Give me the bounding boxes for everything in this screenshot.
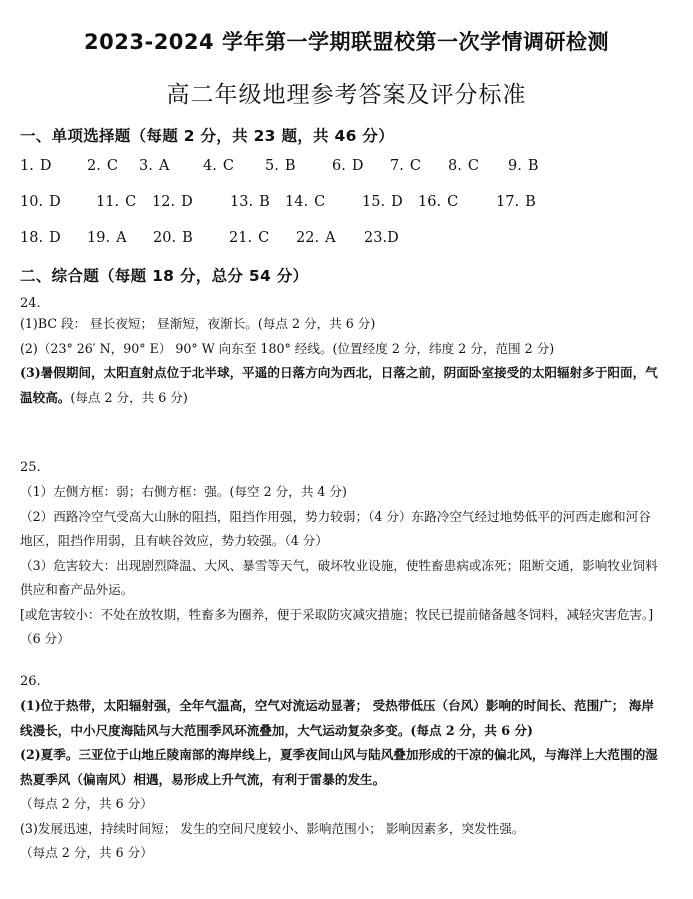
section2-heading: 二、综合题（每题 18 分，总分 54 分）	[20, 267, 309, 285]
q24-part3-score: (每点 2 分，共 6 分)	[70, 389, 188, 405]
answer-item: 2. C	[87, 158, 118, 174]
answer-item: 11. C	[96, 194, 137, 210]
answer-item: 17. B	[496, 194, 536, 210]
answer-item: 22. A	[296, 230, 336, 246]
document-title: 2023-2024 学年第一学期联盟校第一次学情调研检测	[84, 30, 609, 54]
answer-item: 13. B	[230, 194, 270, 210]
answer-item: 15. D	[362, 194, 403, 210]
answer-item: 20. B	[153, 230, 193, 246]
q26-part3-score: （每点 2 分，共 6 分）	[20, 845, 153, 860]
q25-part1: （1）左侧方框：弱；右侧方框：强。(每空 2 分，共 4 分)	[20, 484, 347, 499]
q25-part2: （2）西路冷空气受高大山脉的阻挡，阻挡作用强，势力较弱；（4 分）东路冷空气经过地势低平的河西走廊和河谷地区，阻挡作用弱，且有峡谷效应，势力较强。（4 分）	[20, 508, 651, 548]
question-26-answers	[20, 694, 662, 866]
answer-item: 3. A	[139, 158, 170, 174]
answer-item: 12. D	[152, 194, 193, 210]
answer-item: 10. D	[20, 194, 61, 210]
answer-item: 18. D	[20, 230, 61, 246]
q26-part2: (2)夏季。三亚位于山地丘陵南部的海岸线上，夏季夜间山风与陆风叠加形成的干凉的偏北风，与海洋上大范围的湿热夏季风（偏南风）相遇，易形成上升气流，有利于雷暴的发生。	[20, 747, 658, 787]
answer-item: 16. C	[418, 194, 459, 210]
question-26-number: 26.	[20, 674, 41, 689]
answer-item: 19. A	[87, 230, 127, 246]
answer-item: 9. B	[508, 158, 539, 174]
answer-item: 14. C	[285, 194, 326, 210]
answer-item: 23.D	[364, 230, 399, 246]
q26-part1: (1)位于热带，太阳辐射强，全年气温高，空气对流运动显著； 受热带低压（台风）影响的时间长、范围广； 海岸线漫长，中小尺度海陆风与大范围季风环流叠加，大气运动复杂多变。(每点 2 分，共 6 分)	[20, 698, 654, 738]
q26-part3: (3)发展迅速，持续时间短； 发生的空间尺度较小、影响范围小； 影响因素多，突发性强。	[20, 820, 525, 836]
question-24-answers	[20, 312, 660, 410]
answer-item: 6. D	[332, 158, 364, 174]
q24-part3: (3)暑假期间，太阳直射点位于北半球，平遥的日落方向为西北，日落之前，阴面卧室接受的太阳辐射多于阳面，气温较高。	[20, 365, 658, 405]
answer-item: 21. C	[229, 230, 270, 246]
answer-item: 7. C	[390, 158, 421, 174]
q26-part2-score: （每点 2 分，共 6 分）	[20, 796, 153, 811]
answer-item: 8. C	[448, 158, 479, 174]
q24-part2: (2)（23° 26′ N，90° E） 90° W 向东至 180° 经线。(位置经度 2 分，纬度 2 分，范围 2 分)	[20, 340, 555, 356]
answer-item: 4. C	[203, 158, 234, 174]
question-25-number: 25.	[20, 460, 41, 475]
question-25-answers	[20, 480, 660, 652]
answer-item: 1. D	[20, 158, 52, 174]
section1-heading: 一、单项选择题（每题 2 分，共 23 题，共 46 分）	[20, 127, 395, 145]
q25-part4: [或危害较小：不处在放牧期，牲畜多为圈养，便于采取防灾减灾措施；牧民已提前储备越冬饲料，减轻灾害危害。]（6 分）	[20, 606, 654, 646]
document-subtitle: 高二年级地理参考答案及评分标准	[166, 82, 527, 108]
answer-item: 5. B	[265, 158, 296, 174]
q24-part1: (1)BC 段： 昼长夜短； 昼渐短，夜渐长。(每点 2 分，共 6 分)	[20, 316, 376, 331]
question-24-number: 24.	[20, 296, 41, 311]
q25-part3: （3）危害较大：出现剧烈降温、大风、暴雪等天气，破坏牧业设施，使牲畜患病或冻死；阻断交通，影响牧业饲料供应和畜产品外运。	[20, 557, 658, 597]
